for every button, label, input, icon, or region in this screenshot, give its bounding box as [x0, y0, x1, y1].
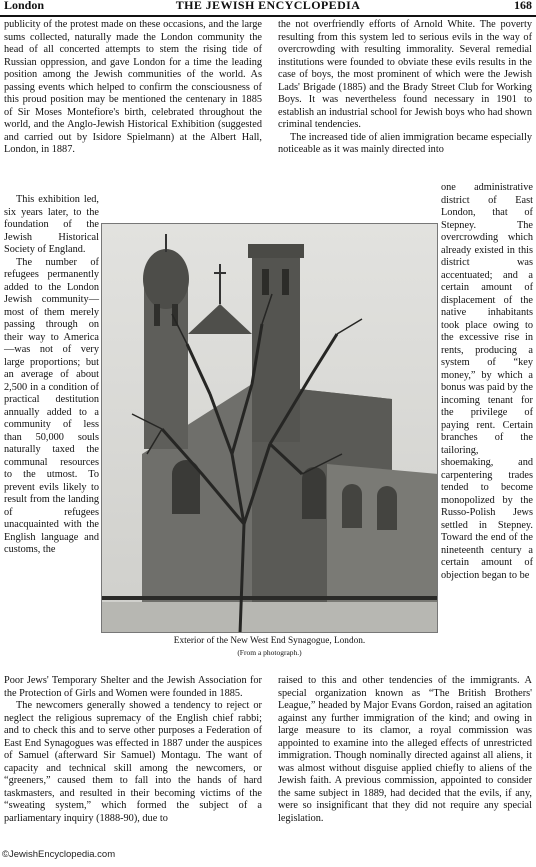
header-page-number: 168	[514, 0, 532, 12]
col1-narrow-para-2: The number of refugees permanently added to the London Jewish community—most of them merely passing through on their way to America—was not of very large proportions; but an average of about 2,500 in a condition of practical destitution annually added to a community of less than 50,000 souls naturally taxed the communal resources to the utmost. To prevent evils likely to result from the landing of refugees unacquainted with the English language and customs, the	[4, 256, 99, 555]
site-watermark: ©JewishEncyclopedia.com	[2, 849, 116, 860]
col2-top-para-2: The increased tide of alien immigration became especially noticeable as it was mainly directed into	[278, 131, 532, 155]
col1-narrow-column	[4, 194, 99, 557]
header-book-title: THE JEWISH ENCYCLOPEDIA	[175, 0, 361, 12]
running-header	[0, 0, 536, 15]
figure-caption	[101, 636, 438, 658]
col1-paragraph-top: publicity of the protest made on these occasions, and the large sums collected, naturally made the London community the head of all concerted attempts to stem the rising tide of Russian oppression, and gave London for a time the leading position among the Jewish communities of the world. As passing events which helped to confirm the consciousness of this proud position may be mentioned the centenary in 1885 of Sir Moses Montefiore's birth, celebrated throughout the world, and the Anglo-Jewish Historical Exhibition (suggested and carried out by Isidore Spielmann) at the Albert Hall, London, in 1887.	[4, 19, 262, 155]
col2-top-para-1: the not overfriendly efforts of Arnold White. The poverty resulting from this system led to serious evils in the way of overcrowding with resulting immorality. Several remedial institutions were founded to obviate these evils results in the case of boys, the most prominent of which were the Jewish Lads' Brigade (1885) and the Brady Street Club for Working Boys. It was nevertheless found necessary in 1901 to establish an industrial school for Jewish boys who had shown criminal tendencies.	[278, 19, 532, 130]
header-rule	[0, 15, 536, 17]
col2-bottom-column: raised to this and other tendencies of the immigrants. A special organization known as “The British Brothers' League,” headed by Major Evans Gordon, raised an agitation against any further immigration of the kind; and owing in large measure to its clamor, a royal commission was appointed to examine into the alleged effects of unrestricted immigration. Though nominally directed against all aliens, it was almost without disguise applied chiefly to aliens of the Jewish faith. A previous commission, appointed to consider the same subject in 1889, had decided that the evils, if any, were so insignificant that they did not require any special legislation.	[278, 675, 532, 824]
header-article-name: London	[4, 0, 45, 12]
col1-bottom-para-1: Poor Jews' Temporary Shelter and the Jewish Association for the Protection of Girls and Women were founded in 1885.	[4, 675, 262, 699]
synagogue-photograph	[101, 223, 438, 633]
col1-narrow-para-1: This exhibition led, six years later, to the foundation of the Jewish Historical Society of England.	[4, 194, 99, 255]
col2-top-column	[278, 19, 532, 157]
col1-bottom-column	[4, 675, 262, 825]
col2-narrow-column: one administrative district of East London, that of Stepney. The overcrowding which already existed in this district was accentuated; and a certain amount of displacement of the native inhabitants took place owing to the excessive rise in rents, producing a system of “key money,” by which a bonus was paid by the incoming tenant for the privilege of paying rent. Certain branches of the tailoring, shoemaking, and carpentering trades tended to become monopolized by the Russo-Polish Jews settled in Stepney. Toward the end of the nineteenth century a certain amount of objection began to be	[441, 182, 533, 581]
caption-credit: (From a photograph.)	[237, 648, 302, 657]
col1-bottom-para-2: The newcomers generally showed a tendency to reject or neglect the religious supremacy of the English chief rabbi; and to check this and to serve other purposes a Federation of East End Synagogues was effected in 1887 under the auspices of Samuel (afterward Sir Samuel) Montagu. The want of capacity and technical skill among the newcomers, or “greeners,” caused them to fall into the hands of hard taskmasters, and resulted in their becoming victims of the “sweating system,” which formed the subject of a parliamentary inquiry (1888-90), due to	[4, 700, 262, 824]
caption-title: Exterior of the New West End Synagogue, London.	[173, 636, 366, 646]
